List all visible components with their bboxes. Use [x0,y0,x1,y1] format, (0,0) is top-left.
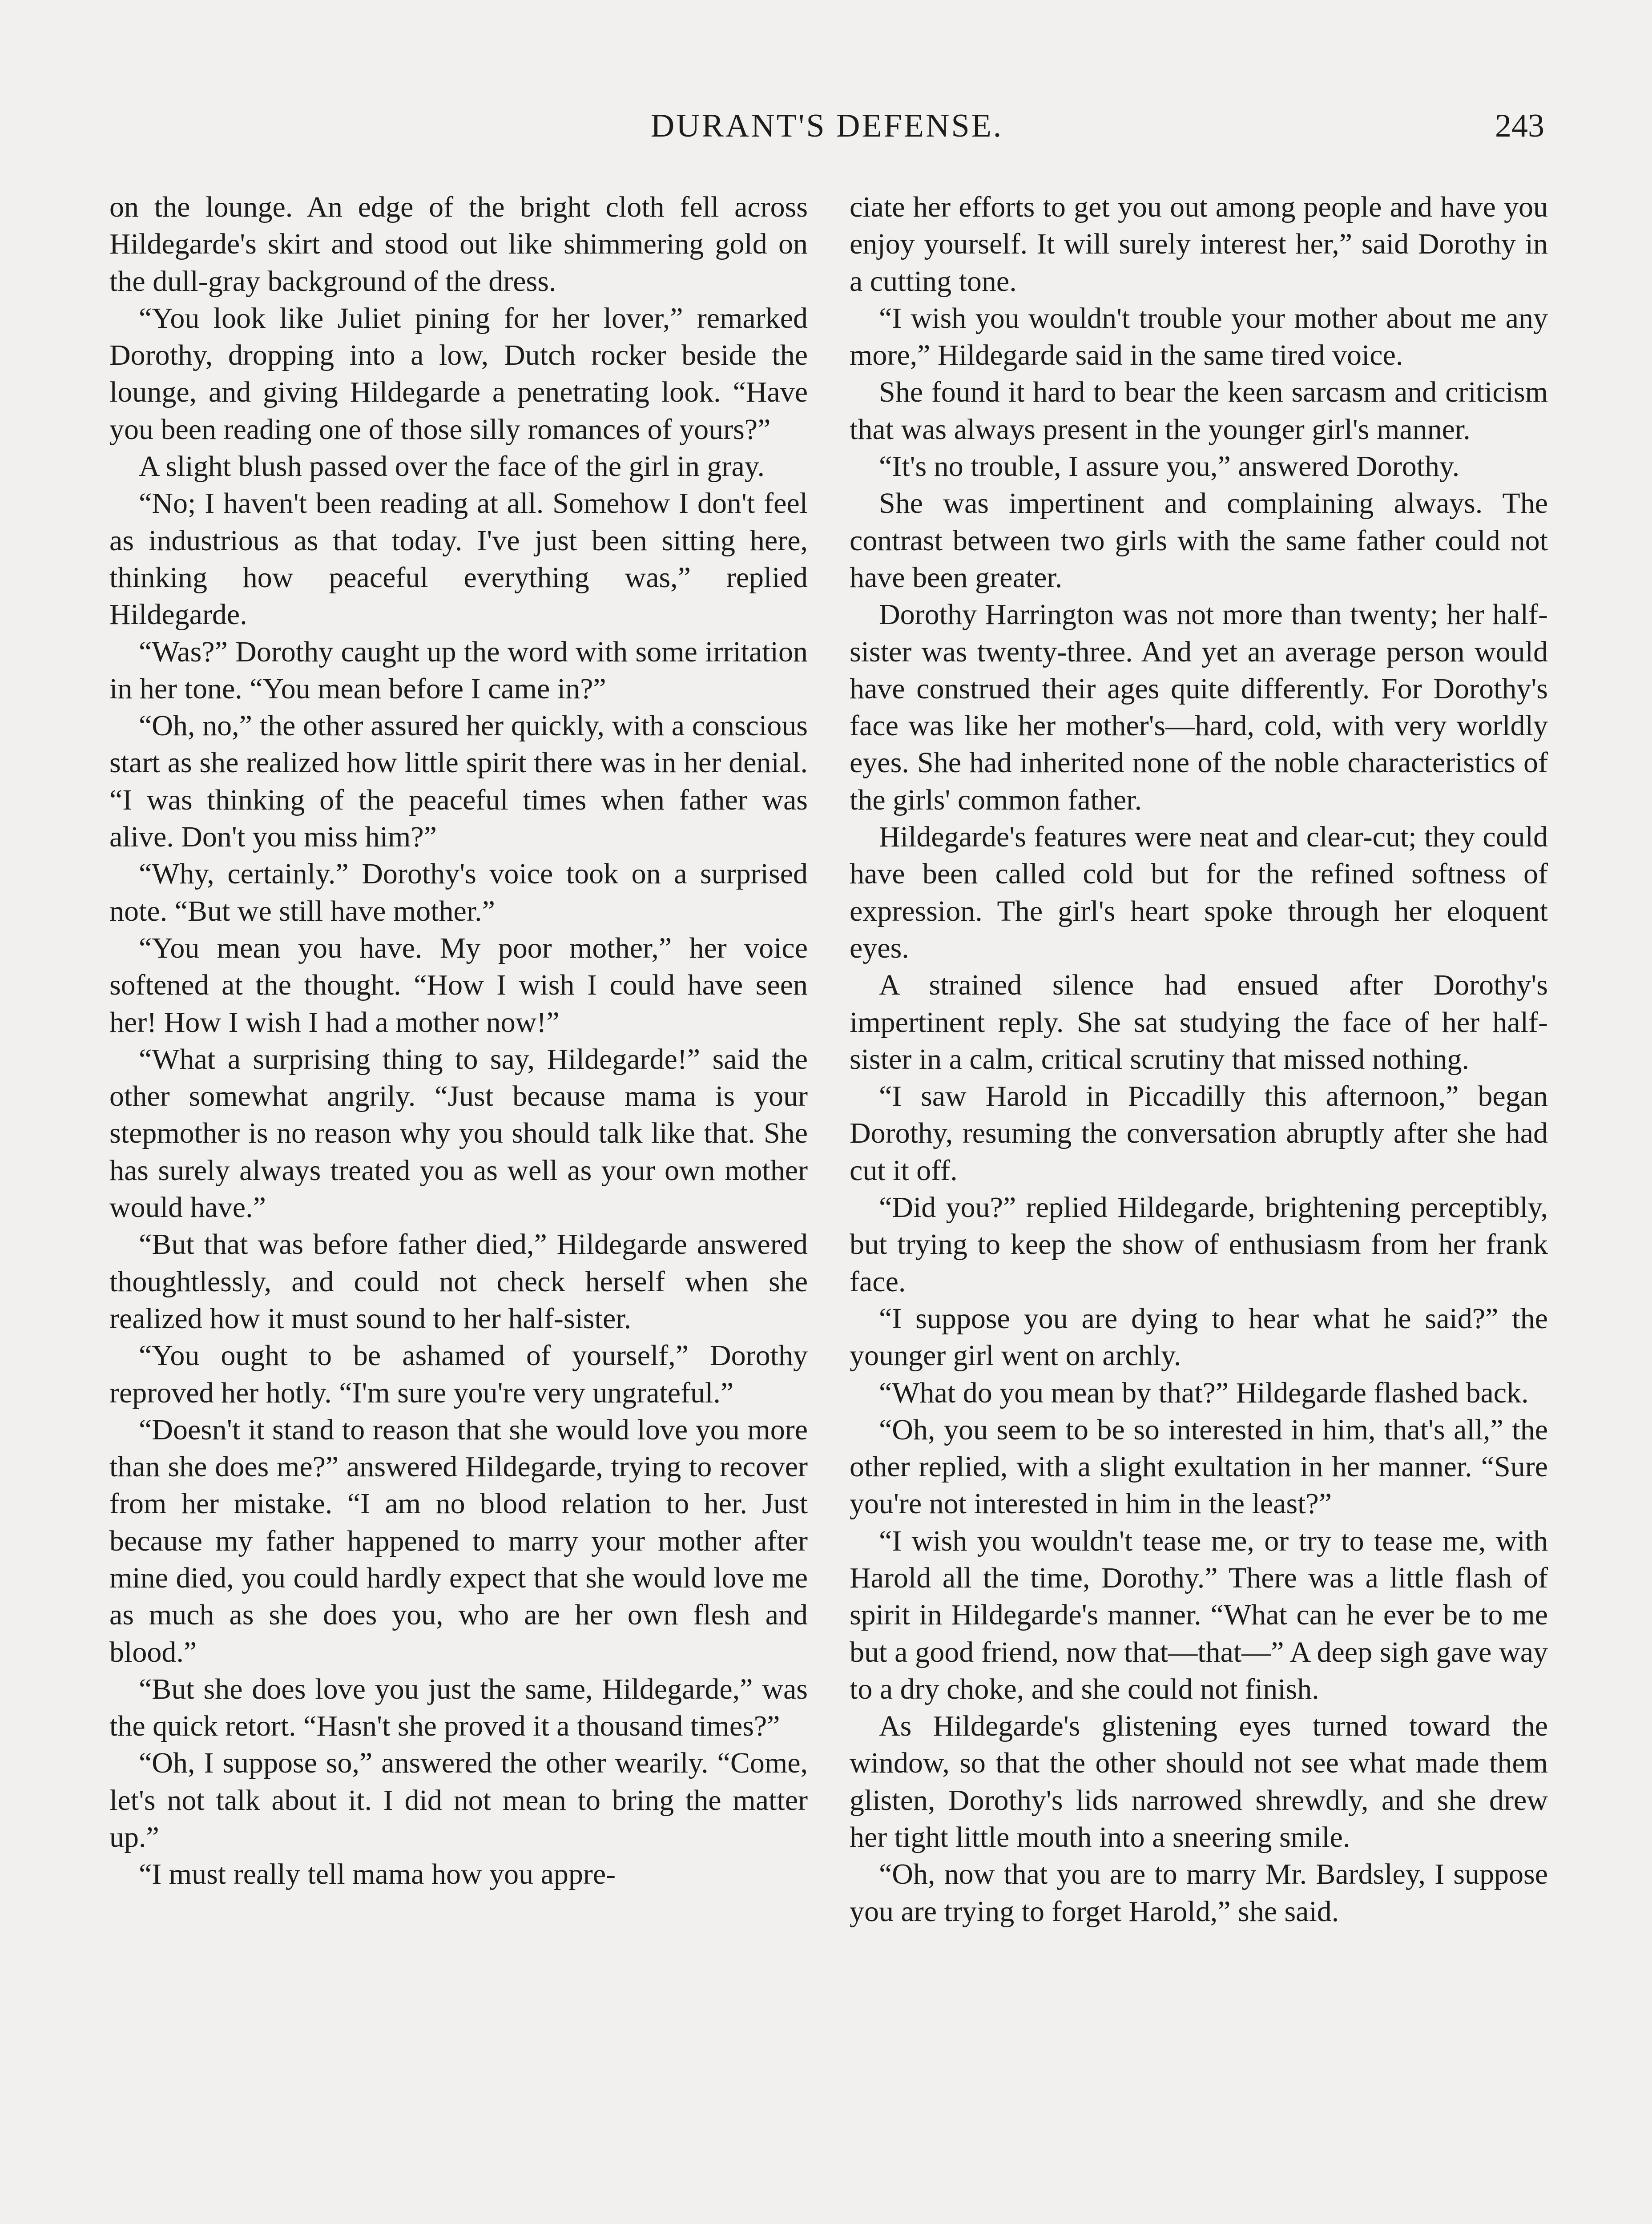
paragraph: A slight blush passed over the face of the girl in gray. [139,450,765,483]
paragraph: “You ought to be ashamed of yourself,” Dorothy reproved her hotly. “I'm sure you're very ungrateful.” [109,1339,808,1409]
paragraph: “Oh, I suppose so,” answered the other wearily. “Come, let's not talk about it. I did not mean to bring the matter up.” [109,1747,808,1854]
paragraph: “What do you mean by that?” Hildegarde flashed back. [879,1376,1529,1409]
paragraph: She found it hard to bear the keen sarcasm and criticism that was always present in the younger girl's manner. [850,376,1548,446]
paragraph: “But that was before father died,” Hildegarde answered thoughtlessly, and could not check herself when she realized how it must sound to her half-sister. [109,1228,808,1335]
paragraph: As Hildegarde's glistening eyes turned toward the window, so that the other should not see what made them glisten, Dorothy's lids narrowed shrewdly, and she drew her tight little mouth into a sneering smile. [850,1710,1548,1854]
page-number: 243 [1495,108,1544,144]
paragraph: “I saw Harold in Piccadilly this afternoon,” began Dorothy, resuming the conversation abruptly after she had cut it off. [850,1080,1548,1187]
paragraph: “You look like Juliet pining for her lover,” remarked Dorothy, dropping into a low, Dutch rocker beside the lounge, and giving Hildegarde a penetrating look. “Have you been reading one of those silly romances of yours?” [109,302,808,446]
paragraph: “I must really tell mama how you appre- [139,1858,616,1891]
paragraph: She was impertinent and complaining always. The contrast between two girls with the same father could not have been greater. [850,487,1548,594]
paragraph: “I wish you wouldn't trouble your mother about me any more,” Hildegarde said in the same tired voice. [850,302,1548,372]
paragraph: “I suppose you are dying to hear what he said?” the younger girl went on archly. [850,1302,1548,1372]
paragraph: “Doesn't it stand to reason that she would love you more than she does me?” answered Hildegarde, trying to recover from her mistake. “I am no blood relation to her. Just because my father happened to marry your mother after mine died, you could hardly expect that she would love me as much as she does you, who are her own flesh and blood.” [109,1413,808,1668]
paragraph: “You mean you have. My poor mother,” her voice softened at the thought. “How I wish I could have seen her! How I wish I had a mother now!” [109,931,808,1039]
paragraph: “What a surprising thing to say, Hildegarde!” said the other somewhat angrily. “Just because mama is your stepmother is no reason why you should talk like that. She has surely always treated you as well as your own mother would have.” [109,1043,808,1224]
paragraph: Hildegarde's features were neat and clear-cut; they could have been called cold but for the refined softness of expression. The girl's heart spoke through her eloquent eyes. [850,821,1548,964]
paragraph: on the lounge. An edge of the bright cloth fell across Hildegarde's skirt and stood out like shimmering gold on the dull-gray background of the dress. [109,191,808,298]
paragraph: “Oh, you seem to be so interested in him, that's all,” the other replied, with a slight exultation in her manner. “Sure you're not interested in him in the least?” [850,1413,1548,1520]
paragraph: Dorothy Harrington was not more than twenty; her half-sister was twenty-three. And yet an average person would have construed their ages quite differently. For Dorothy's face was like her mother's—hard, cold, with very worldly eyes. She had inherited none of the noble characteristics of the girls' common father. [850,598,1548,816]
paragraph: “Oh, no,” the other assured her quickly, with a conscious start as she realized how little spirit there was in her denial. “I was thinking of the peaceful times when father was alive. Don't you miss him?” [109,709,808,854]
running-head [109,101,1544,150]
paragraph: A strained silence had ensued after Dorothy's impertinent reply. She sat studying the face of her half-sister in a calm, critical scrutiny that missed nothing. [850,969,1548,1076]
paragraph: “It's no trouble, I assure you,” answered Dorothy. [879,450,1460,483]
right-column [850,189,1548,1930]
paragraph: “Was?” Dorothy caught up the word with some irritation in her tone. “You mean before I came in?” [109,635,808,705]
left-column [109,189,808,1893]
paragraph: ciate her efforts to get you out among people and have you enjoy yourself. It will surely interest her,” said Dorothy in a cutting tone. [850,191,1548,298]
paragraph: “But she does love you just the same, Hildegarde,” was the quick retort. “Hasn't she proved it a thousand times?” [109,1672,808,1743]
paragraph: “No; I haven't been reading at all. Somehow I don't feel as industrious as that today. I've just been sitting here, thinking how peaceful everything was,” replied Hildegarde. [109,487,808,631]
paragraph: “Why, certainly.” Dorothy's voice took on a surprised note. “But we still have mother.” [109,858,808,927]
running-title: DURANT'S DEFENSE. [650,108,1003,144]
paragraph: “Did you?” replied Hildegarde, brightening perceptibly, but trying to keep the show of enthusiasm from her frank face. [850,1191,1548,1298]
paragraph: “I wish you wouldn't tease me, or try to tease me, with Harold all the time, Dorothy.” There was a little flash of spirit in Hildegarde's manner. “What can he ever be to me but a good friend, now that—that—” A deep sigh gave way to a dry choke, and she could not finish. [850,1524,1548,1705]
paragraph: “Oh, now that you are to marry Mr. Bardsley, I suppose you are trying to forget Harold,” she said. [850,1858,1548,1928]
